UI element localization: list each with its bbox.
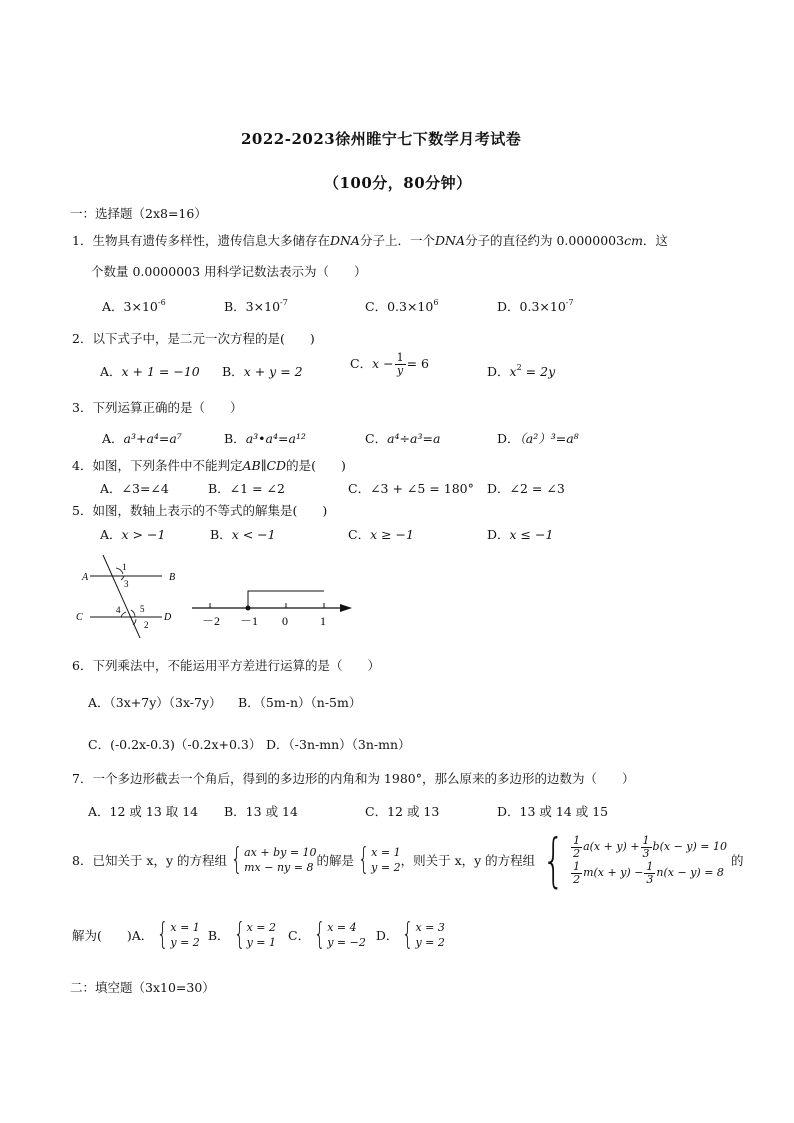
q5-d-expr: x ≤ −1 (509, 527, 554, 542)
page-title: 2022-2023徐州睢宁七下数学月考试卷 (241, 130, 522, 148)
q1-a-text: A．3×10 (102, 299, 158, 314)
q2-option-d (487, 362, 555, 380)
q8-solution (354, 842, 401, 877)
q8-half-1 (571, 835, 582, 860)
q8-brace-3: { (542, 826, 565, 894)
tick-label-1: 1 (320, 614, 326, 628)
q6-option-c: C．(-0.2x-0.3)（-0.2x+0.3） (88, 737, 262, 752)
q8-r1a: a(x + y) + (583, 840, 640, 853)
question-5-stem: 5．如图，数轴上表示的不等式的解集是( ) (72, 503, 328, 518)
q8-option-a (153, 917, 200, 952)
q5-option-b (210, 525, 276, 543)
tick-label-minus-2: －2 (202, 614, 221, 628)
q1-text-b: 分子上．一个 (359, 233, 435, 248)
parallel-lines-figure (70, 550, 190, 640)
q1-c-text: C．0.3×10 (365, 299, 434, 314)
q2-c-label: C． (350, 356, 373, 371)
q8-sys2-row2 (570, 860, 727, 886)
q2-option-c (350, 352, 429, 377)
q8-d-row1: x = 3 (415, 921, 445, 934)
q8-a-row1: x = 1 (170, 921, 200, 934)
angle-label-4: 4 (116, 605, 121, 615)
q3-c-expr: a⁴÷a³=a (387, 431, 441, 446)
q2-d-post: = 2y (525, 364, 556, 379)
q2-d-base: x (509, 364, 517, 379)
q8-d-brace: { (402, 917, 414, 952)
q8-b-brace: { (233, 917, 245, 952)
q6-option-a: A．（3x+7y）（3x-7y） (88, 695, 222, 710)
q1-text-c: 分子的直径约为 0.0000003 (464, 233, 625, 248)
q5-a-label: A． (100, 527, 122, 542)
q8-a-rows (170, 920, 199, 950)
q1-option-c (365, 297, 438, 315)
q8-c-brace: { (313, 917, 326, 952)
label-c: C (76, 612, 83, 623)
q8-sol-row2: y = 2 (371, 861, 401, 874)
q3-c-label: C． (365, 431, 388, 446)
q2-b-expr: x + y = 2 (243, 364, 303, 379)
q8-half-num-2: 1 (573, 859, 581, 873)
q8-sys1-row2: mx − ny = 8 (244, 861, 314, 874)
question-4-stem (72, 456, 346, 474)
q2-c-den: y (396, 364, 404, 377)
q8-r2b: n(x − y) = 8 (656, 866, 724, 879)
q8-half-den-2: 2 (573, 872, 581, 886)
q4-option-a: A．∠3=∠4 (100, 481, 169, 496)
q5-option-d (487, 525, 553, 543)
q3-option-c (365, 429, 440, 447)
q5-c-expr: x ≥ −1 (370, 527, 414, 542)
label-b: B (169, 572, 176, 583)
q8-b-row1: x = 2 (246, 921, 277, 934)
angle-arc-2 (133, 619, 136, 625)
q8-mid2: ，则关于 x，y 的方程组 (400, 853, 536, 868)
q2-a-expr: x + 1 = −10 (121, 364, 200, 379)
q6-option-d: D．（-3n-mn）（3n-mn） (266, 737, 411, 752)
q6-option-b: B．（5m-n）（n-5m） (238, 695, 362, 710)
q7-option-c: C．12 或 13 (365, 804, 440, 819)
angle-label-2: 2 (144, 620, 149, 630)
angle-label-5: 5 (140, 604, 145, 614)
q3-a-expr: a³+a⁴=a⁷ (123, 431, 182, 446)
q1-cm: cm (624, 233, 643, 248)
q1-a-exp: -6 (157, 298, 166, 307)
q2-a-label: A． (100, 364, 122, 379)
q3-d-expr: （a²）³=a⁸ (519, 431, 579, 446)
number-line-figure (188, 585, 354, 629)
angle-label-3: 3 (124, 579, 129, 589)
q8-half-2 (571, 861, 582, 886)
q2-option-a (100, 362, 200, 380)
angle-arc-4 (121, 612, 126, 617)
q4-ab: AB (242, 458, 261, 473)
q4-stem-text: 4．如图，下列条件中不能判定 (72, 458, 243, 473)
q5-option-a (100, 525, 165, 543)
q8-sys1-row1: ax + by = 10 (244, 846, 317, 859)
page-subtitle: （100分，80分钟） (324, 174, 472, 192)
q8-system-1 (227, 842, 317, 877)
q4-option-c: C．∠3 + ∠5 = 180° (348, 481, 474, 496)
q8-pre: 8．已知关于 x，y 的方程组 (72, 853, 228, 868)
q1-option-a (102, 297, 166, 315)
question-6-stem: 6．下列乘法中，不能运用平方差进行运算的是（ ） (72, 658, 380, 673)
q4-option-b: B．∠1 = ∠2 (208, 481, 285, 496)
q5-a-expr: x > −1 (121, 527, 166, 542)
q8-line2-pre: 解为( )A． (72, 928, 154, 943)
q8-a-brace: { (157, 917, 169, 952)
q7-option-b: B．13 或 14 (224, 804, 298, 819)
label-a: A (82, 572, 89, 583)
q1-text-a: 1．生物具有遗传多样性，遗传信息大多储存在 (72, 233, 330, 248)
q8-third-2 (644, 861, 655, 886)
q1-option-b (224, 297, 288, 315)
q8-b-label: B． (207, 928, 230, 943)
q8-r1b: b(x − y) = 10 (652, 840, 728, 853)
q5-b-expr: x < −1 (231, 527, 276, 542)
q8-c-row2: y = −2 (327, 936, 366, 949)
q8-b-rows (247, 920, 276, 950)
q8-option-d (398, 917, 445, 952)
q3-option-a (102, 429, 182, 447)
q8-d-row2: y = 2 (415, 936, 445, 949)
q2-c-fraction (395, 352, 406, 377)
tick-label-minus-1: －1 (240, 614, 259, 628)
q2-b-label: B． (222, 364, 244, 379)
q8-a-row2: y = 2 (170, 936, 200, 949)
q3-b-expr: a³•a⁴=a¹² (245, 431, 306, 446)
q8-third-num-2: 1 (646, 859, 654, 873)
q4-stem-end: 的是( ) (286, 458, 346, 473)
q3-d-label: D． (497, 431, 520, 446)
q3-option-b (224, 429, 306, 447)
section-heading-choice: 一：选择题（2x8=16） (70, 206, 207, 221)
tick-label-0: 0 (282, 614, 288, 628)
q8-r2a: m(x + y) − (583, 866, 644, 879)
solid-point (246, 606, 251, 611)
q2-option-b (222, 362, 303, 380)
q3-b-label: B． (224, 431, 246, 446)
q8-d-label: D． (375, 928, 399, 943)
q4-cd: CD (266, 458, 287, 473)
q7-option-a: A．12 或 13 取 14 (88, 804, 199, 819)
q8-system-2-rows (570, 834, 727, 886)
q5-b-label: B． (210, 527, 232, 542)
q8-third-num: 1 (642, 833, 650, 847)
q1-dna: DNA (329, 233, 360, 248)
q8-third-1 (641, 835, 652, 860)
q8-option-c (310, 917, 366, 952)
q8-third-den: 3 (642, 846, 650, 860)
question-7-stem: 7．一个多边形截去一个角后，得到的多边形的内角和为 1980°，那么原来的多边形的边数为（ ） (72, 771, 635, 786)
question-8-line-1 (72, 826, 744, 894)
question-3-stem: 3．下列运算正确的是（ ） (72, 400, 243, 415)
q2-d-exp: 2 (516, 363, 522, 372)
q5-c-label: C． (348, 527, 371, 542)
section-heading-fill: 二：填空题（3x10=30） (70, 980, 215, 995)
axis-arrow (340, 604, 352, 612)
q8-d-rows (415, 920, 444, 950)
q1-c-exp: 6 (433, 298, 439, 307)
q8-mid: 的解是 (316, 853, 355, 868)
q8-solution-rows (371, 845, 400, 875)
q8-half-num: 1 (573, 833, 581, 847)
q1-d-exp: -7 (565, 298, 574, 307)
q8-c-label: C． (288, 928, 311, 943)
q8-sol-row1: x = 1 (371, 846, 401, 859)
q8-option-b (230, 917, 277, 952)
q1-option-d (497, 297, 574, 315)
q8-brace: { (230, 842, 243, 877)
question-1-line-2: 个数量 0.0000003 用科学记数法表示为（ ） (91, 264, 367, 279)
question-2-stem: 2．以下式子中，是二元一次方程的是( ) (72, 331, 315, 346)
q8-c-rows (327, 920, 366, 950)
q8-end: 的 (731, 853, 744, 868)
q8-c-row1: x = 4 (327, 921, 357, 934)
question-8-line-2 (72, 917, 445, 952)
q8-third-den-2: 3 (646, 872, 654, 886)
q4-option-d: D．∠2 = ∠3 (487, 481, 565, 496)
label-d: D (164, 612, 172, 623)
q1-text-d: ．这 (642, 233, 668, 248)
q8-brace-2: { (357, 842, 370, 877)
q1-dna-2: DNA (434, 233, 465, 248)
q1-b-exp: -7 (280, 298, 288, 307)
angle-label-1: 1 (122, 562, 127, 572)
q2-c-post: = 6 (406, 356, 429, 371)
q2-c-pre: x − (372, 356, 394, 371)
q1-d-text: D．0.3×10 (497, 299, 566, 314)
q3-option-d (497, 429, 579, 447)
q8-half-den: 2 (573, 846, 581, 860)
q4-parallel: ∥ (260, 458, 267, 473)
q2-d-label: D． (487, 364, 510, 379)
q1-b-text: B．3×10 (224, 299, 281, 314)
question-1-line-1 (72, 231, 668, 249)
angle-arc-5 (131, 610, 135, 617)
q8-system-2 (535, 826, 728, 894)
q8-system-1-rows (244, 845, 316, 875)
q3-a-label: A． (102, 431, 124, 446)
q7-option-d: D．13 或 14 或 15 (497, 804, 609, 819)
q2-c-num: 1 (396, 351, 404, 364)
q5-d-label: D． (487, 527, 510, 542)
q8-sys2-row1 (570, 834, 727, 860)
q8-b-row2: y = 1 (246, 936, 277, 949)
q5-option-c (348, 525, 414, 543)
